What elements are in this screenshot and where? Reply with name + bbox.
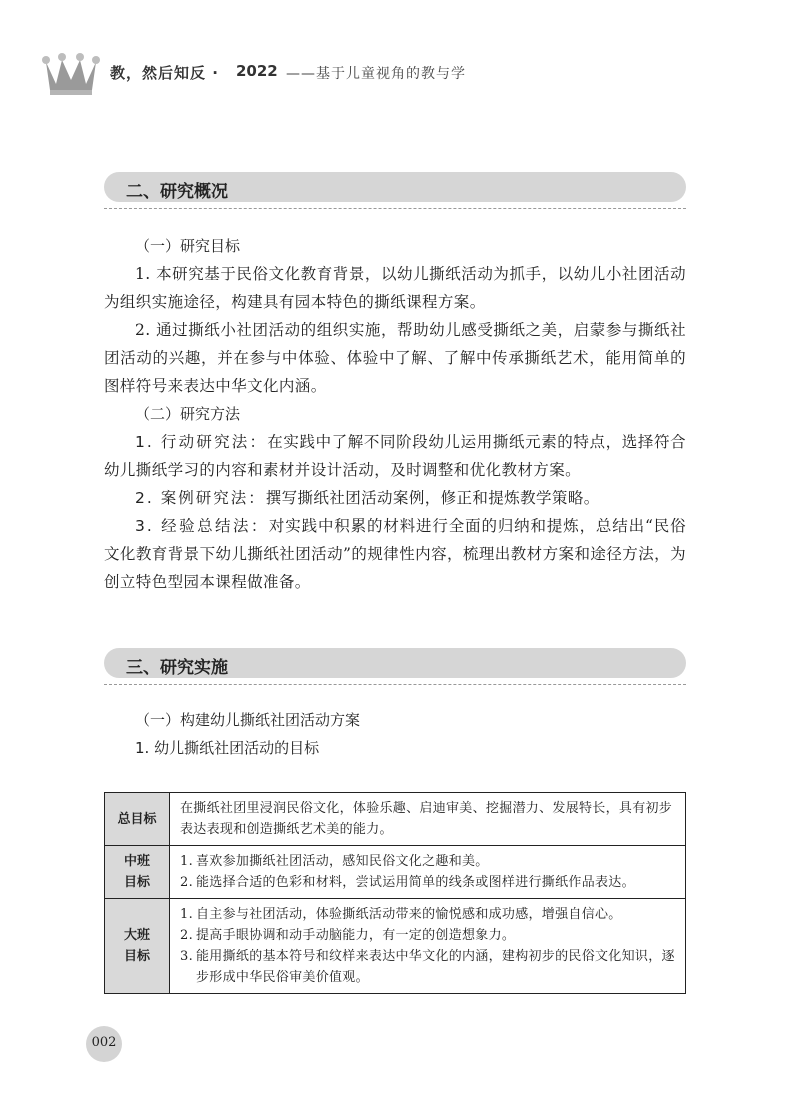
method-1-text: 在实践中了解不同阶段幼儿运用撕纸元素的特点，选择符合幼儿撕纸学习的内容和素材并设计活动，及时调整和优化教材方案。 [104,433,687,479]
goal-line: 1. 喜欢参加撕纸社团活动，感知民俗文化之趣和美。 [180,854,489,869]
method-3-text: 对实践中积累的材料进行全面的归纳和提炼，总结出“民俗文化教育背景下幼儿撕纸社团活动”的规律性内容，梳理出教材方案和途径方法，为创立特色型园本课程做准备。 [104,517,687,591]
method-2-text: 撰写撕纸社团活动案例，修正和提炼教学策略。 [265,489,600,507]
paragraph-method-3 [104,512,686,596]
subheading-research-goals: （一）研究目标 [135,237,241,255]
row-label-overall: 总目标 [105,793,170,846]
goal-line: 2. 提高手眼协调和动手动脑能力，有一定的创造想象力。 [180,928,516,943]
running-header [0,0,790,110]
paragraph-goal-2: 2. 通过撕纸小社团活动的组织实施，帮助幼儿感受撕纸之美，启蒙参与撕纸社团活动的兴趣，并在参与中体验、体验中了解、了解中传承撕纸艺术，能用简单的图样符号来表达中华文化内涵。 [104,321,686,395]
paragraph-goal-1: 1. 本研究基于民俗文化教育背景，以幼儿撕纸活动为抓手，以幼儿小社团活动为组织实施途径，构建具有园本特色的撕纸课程方案。 [104,265,686,311]
row-content [170,899,686,994]
page-number-text: 002 [91,1035,117,1050]
section-heading-2 [104,172,686,204]
row-content [170,846,686,899]
section-heading-3 [104,648,686,680]
goal-line: 3. 能用撕纸的基本符号和纹样来表达中华文化的内涵，建构初步的民俗文化知识，逐步形成中华民俗审美价值观。 [180,949,675,985]
method-2-label: 2. 案例研究法： [135,489,266,507]
section-3-body [104,706,686,762]
row-label-senior-class: 大班 目标 [105,899,170,994]
method-3-label: 3. 经验总结法： [135,517,269,535]
subheading-research-methods: （二）研究方法 [135,405,241,423]
goals-table [104,792,686,994]
page-number [86,1026,122,1062]
paragraph-method-2 [104,484,686,512]
table-row [105,793,686,846]
goal-line: 2. 能选择合适的色彩和材料，尝试运用简单的线条或图样进行撕纸作品表达。 [180,875,635,890]
dashed-divider [104,684,686,685]
method-1-label: 1. 行动研究法： [135,433,268,451]
dashed-divider [104,208,686,209]
row-label-middle-class: 中班 目标 [105,846,170,899]
subheading-activity-goals: 1. 幼儿撕纸社团活动的目标 [135,739,320,757]
section-2-body [104,232,686,596]
row-content [170,793,686,846]
section-heading-title: 二、研究概况 [126,182,228,202]
table-row [105,846,686,899]
subheading-build-plan: （一）构建幼儿撕纸社团活动方案 [135,711,361,729]
header-title: 教，然后知反 · [110,64,219,82]
header-subtitle: ——基于儿童视角的教与学 [286,66,466,82]
goal-line: 在撕纸社团里浸润民俗文化，体验乐趣、启迪审美、挖掘潜力、发展特长，具有初步表达表现和创造撕纸艺术美的能力。 [180,801,673,837]
crown-icon [40,46,102,96]
paragraph-method-1 [104,428,686,484]
header-year: 2022 [236,62,278,80]
table-row [105,899,686,994]
section-heading-title: 三、研究实施 [126,658,228,678]
goal-line: 1. 自主参与社团活动，体验撕纸活动带来的愉悦感和成功感，增强自信心。 [180,907,622,922]
